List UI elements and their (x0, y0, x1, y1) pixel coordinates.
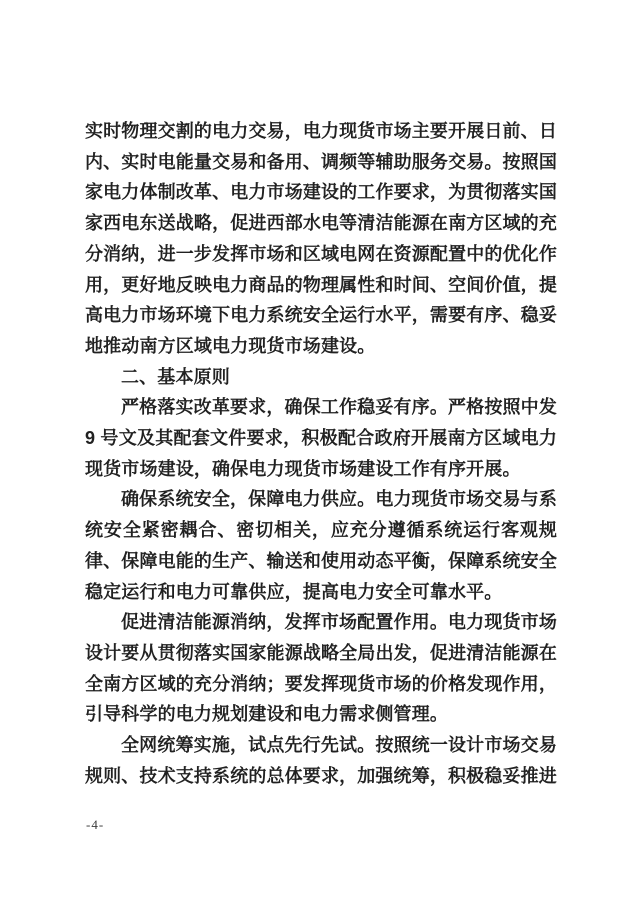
document-body (85, 116, 557, 791)
paragraph-system-safety: 确保系统安全，保障电力供应。电力现货市场交易与系统安全紧密耦合、密切相关，应充分遵循系统运行客观规律、保障电能的生产、输送和使用动态平衡，保障系统安全稳定运行和电力可靠供应，提高电力安全可靠水平。 (85, 489, 557, 602)
paragraph-clean-energy: 促进清洁能源消纳，发挥市场配置作用。电力现货市场设计要从贯彻落实国家能源战略全局出发，促进清洁能源在全南方区域的充分消纳；要发挥现货市场的价格发现作用，引导科学的电力规划建设和电力需求侧管理。 (85, 612, 557, 725)
paragraph-reform-requirements: 严格落实改革要求，确保工作稳妥有序。严格按照中发 9 号文及其配套文件要求，积极配合政府开展南方区域电力现货市场建设，确保电力现货市场建设工作有序开展。 (85, 397, 557, 479)
section-heading-basic-principles: 二、基本原则 (121, 366, 230, 387)
paragraph-continuation: 实时物理交割的电力交易，电力现货市场主要开展日前、日内、实时电能量交易和备用、调频等辅助服务交易。按照国家电力体制改革、电力市场建设的工作要求，为贯彻落实国家西电东送战略，促进西部水电等清洁能源在南方区域的充分消纳，进一步发挥市场和区域电网在资源配置中的优化作用，更好地反映电力商品的物理属性和时间、空间价值，提高电力市场环境下电力系统安全运行水平，需要有序、稳妥地推动南方区域电力现货市场建设。 (85, 121, 557, 356)
page-number: -4- (86, 817, 105, 832)
paragraph-network-coordination: 全网统筹实施，试点先行先试。按照统一设计市场交易规则、技术支持系统的总体要求，加强统筹，积极稳妥推进 (85, 735, 557, 786)
